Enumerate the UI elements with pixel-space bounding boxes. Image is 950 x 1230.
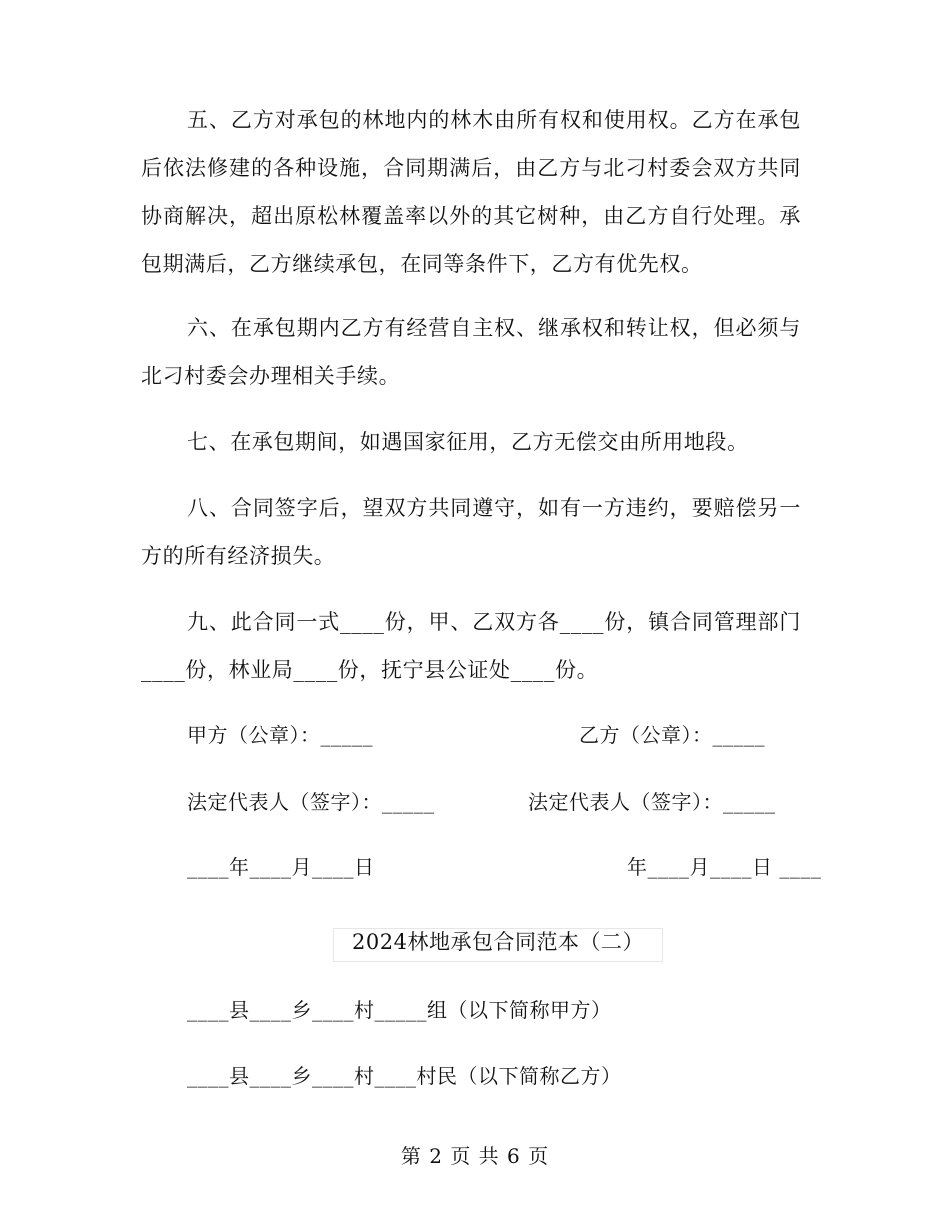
party-b-representative: 法定代表人（签字）：_____ <box>528 790 776 814</box>
party-a-date: ____年____月____日 <box>187 855 375 879</box>
party-b-line: ____县____乡____村____村民（以下简称乙方） <box>187 1064 622 1088</box>
clause-six: 六、在承包期内乙方有经营自主权、继承权和转让权，但必须与北刁村委会办理相关手续。 <box>141 316 801 388</box>
clause-seven: 七、在承包期间，如遇国家征用，乙方无偿交由所用地段。 <box>187 430 749 454</box>
party-a-seal: 甲方（公章）：_____ <box>187 723 373 747</box>
party-a-representative: 法定代表人（签字）：_____ <box>187 790 435 814</box>
party-a-line: ____县____乡____村_____组（以下简称甲方） <box>187 998 612 1022</box>
party-b-seal: 乙方（公章）：_____ <box>579 723 765 747</box>
section-title: 2024林地承包合同范本（二） <box>333 928 663 962</box>
page-number: 第 2 页 共 6 页 <box>400 1144 550 1168</box>
clause-nine: 九、此合同一式____份，甲、乙双方各____份，镇合同管理部门____份，林业局____份，抚宁县公证处____份。 <box>141 610 801 682</box>
clause-eight: 八、合同签字后，望双方共同遵守，如有一方违约，要赔偿另一方的所有经济损失。 <box>141 496 801 568</box>
party-b-date: 年____月____日 ____ <box>627 855 822 879</box>
clause-five: 五、乙方对承包的林地内的林木由所有权和使用权。乙方在承包后依法修建的各种设施，合同期满后，由乙方与北刁村委会双方共同协商解决，超出原松林覆盖率以外的其它树种，由乙方自行处理。承包期满后，乙方继续承包，在同等条件下，乙方有优先权。 <box>141 108 801 276</box>
